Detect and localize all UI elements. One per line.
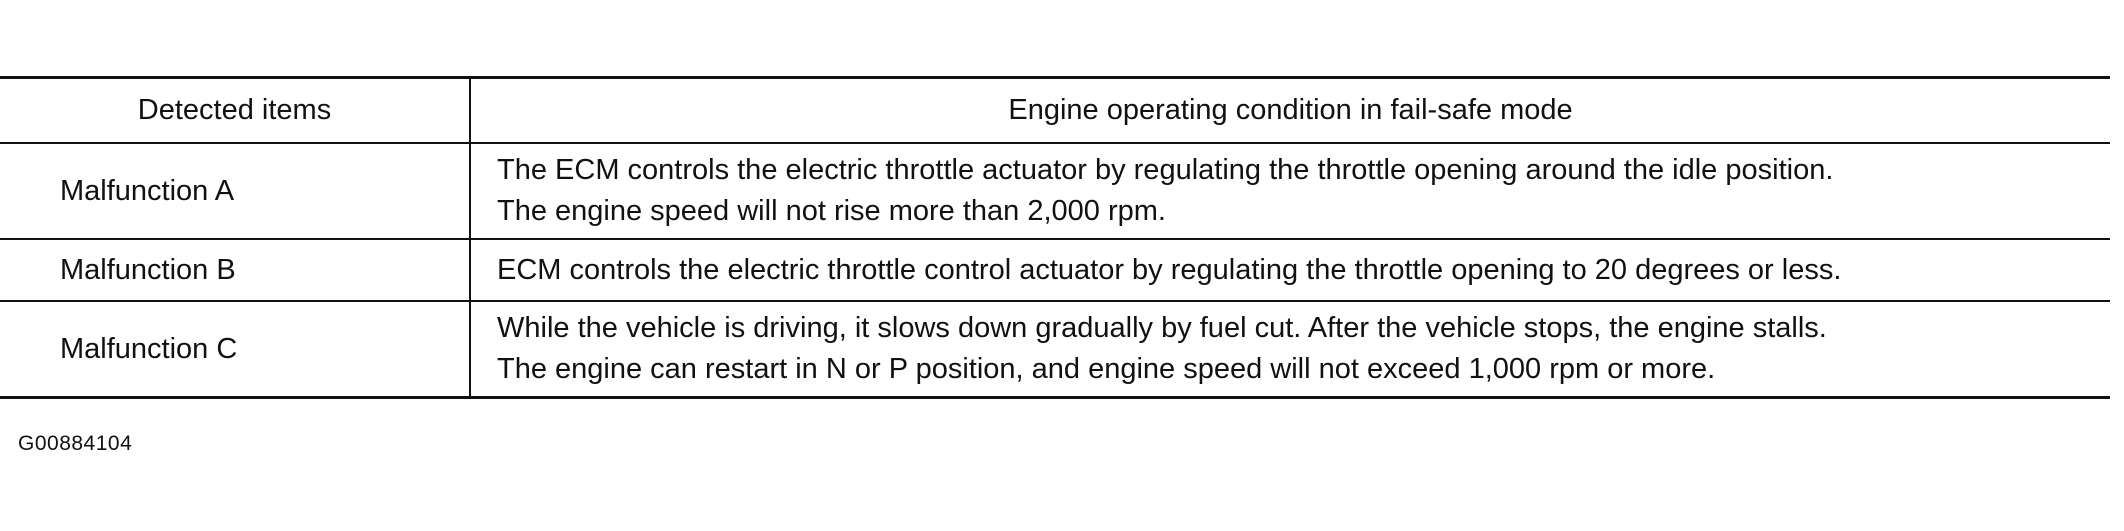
table-row [0, 239, 2110, 301]
condition-cell [470, 239, 2110, 301]
detected-item-cell: Malfunction B [60, 253, 236, 286]
figure-id: G00884104 [18, 432, 133, 455]
condition-line: While the vehicle is driving, it slows down gradually by fuel cut. After the vehicle stops, the engine stalls. [497, 312, 1827, 344]
condition-cell [470, 301, 2110, 398]
table-row [0, 143, 2110, 239]
condition-line: The engine can restart in N or P position, and engine speed will not exceed 1,000 rpm or more. [497, 353, 1716, 385]
detected-item-cell: Malfunction A [60, 174, 235, 207]
condition-line: ECM controls the electric throttle control actuator by regulating the throttle opening to 20 degrees or less. [497, 253, 1842, 286]
fail-safe-table [0, 76, 2110, 399]
condition-cell [470, 143, 2110, 239]
fail-safe-table-container [0, 76, 2110, 399]
header-detected-items: Detected items [137, 94, 332, 126]
table-header [0, 78, 2110, 144]
condition-line: The engine speed will not rise more than 2,000 rpm. [497, 195, 1166, 227]
detected-item-cell: Malfunction C [60, 332, 238, 365]
table-body [0, 143, 2110, 398]
condition-line: The ECM controls the electric throttle actuator by regulating the throttle opening around the idle position. [497, 154, 1834, 186]
header-row [0, 78, 2110, 144]
header-engine-condition: Engine operating condition in fail-safe mode [470, 78, 2110, 144]
table-row [0, 301, 2110, 398]
